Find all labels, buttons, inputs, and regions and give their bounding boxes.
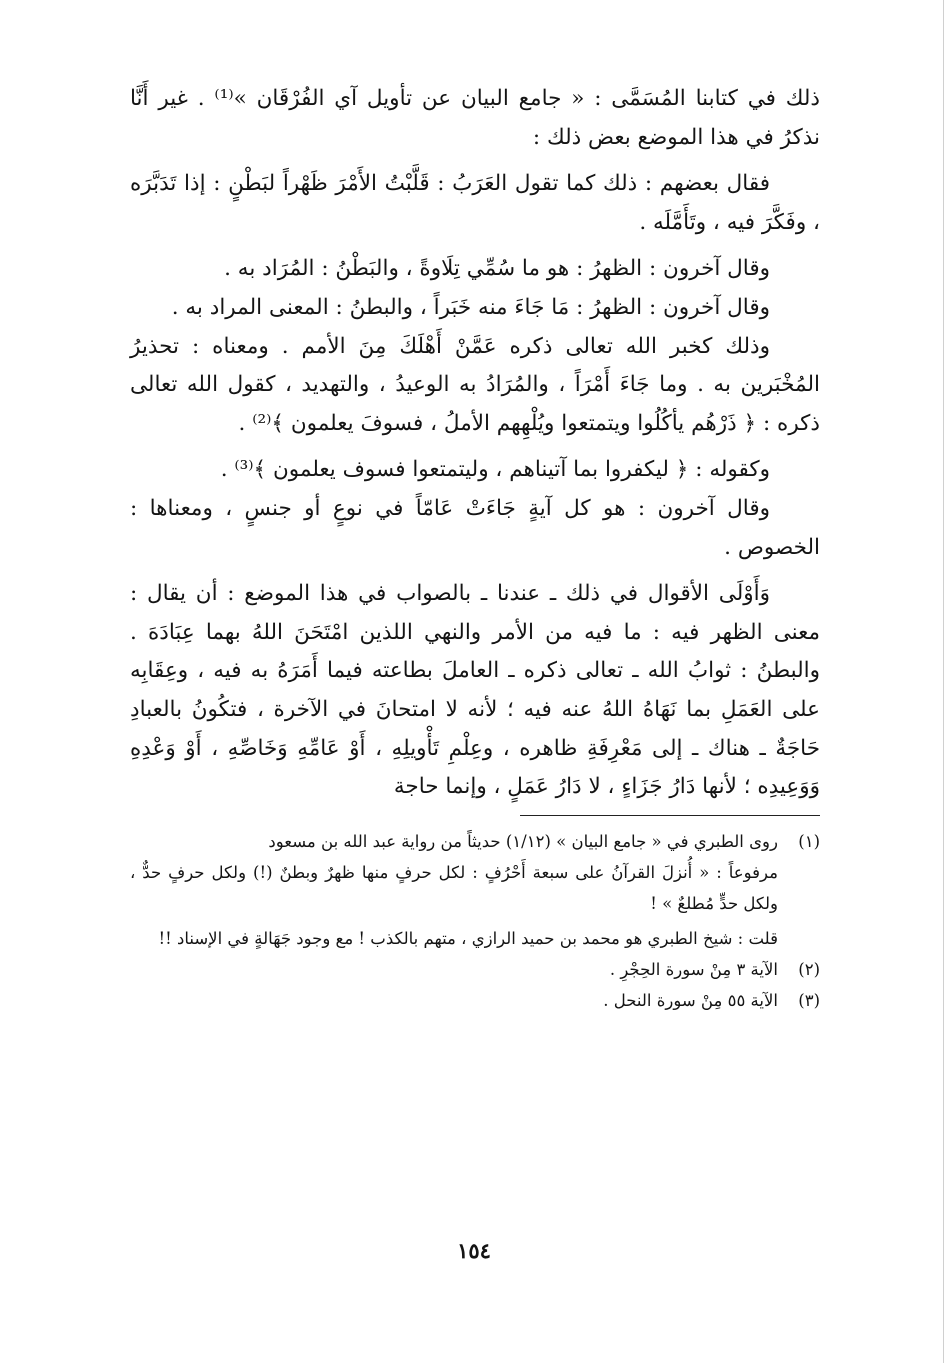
footnote-3 bbox=[130, 985, 820, 1016]
paragraph-6: وكقوله : ﴿ ليكفروا بما آتيناهم ، وليتمتعوا فسوف يعلمون ﴾⁽³⁾ . bbox=[220, 457, 770, 483]
main-text bbox=[130, 80, 820, 807]
footnote-1-rest: مرفوعاً : « أُنزلَ القرآنُ على سبعة أَحْرُفٍ : لكل حرفٍ منها ظهرٌ وبطنٌ (!) ولكل حرفٍ حدٌّ ، ولكل حدٍّ مُطلعٌ » ! bbox=[130, 862, 778, 913]
scan-edge-line bbox=[943, 0, 944, 1363]
footnote-1-note: قلت : شيخ الطبري هو محمد بن حميد الرازي ، متهم بالكذب ! مع وجود جَهَالةٍ في الإسناد !! bbox=[158, 928, 778, 948]
footnote-2-text: الآية ٣ مِنْ سورة الحِجْرِ . bbox=[609, 959, 778, 979]
paragraph-5: وذلك كخبر الله تعالى ذكره عَمَّنْ أَهْلَكَ مِنَ الأمم . ومعناه : تحذيرُ المُخْبَرين به . وما جَاءَ أَمْرَاً ، والمُرَادُ به الوعيدُ ، والتهديد ، كقول الله تعالى ذكره : ﴿ ذَرْهُم يأكُلُوا ويتمتعوا ويُلْهِهم الأملُ ، فسوفَ يعلمون ﴾⁽²⁾ . bbox=[130, 333, 820, 436]
page-number: ١٥٤ bbox=[457, 1238, 491, 1263]
paragraph-1: ذلك في كتابنا المُسَمَّى : « جامع البيان عن تأويل آي الفُرْقَان »⁽¹⁾ . غير أَنَّا نذكرُ في هذا الموضع بعض ذلك : bbox=[130, 86, 820, 150]
paragraph-7: وقال آخرون : هو كل آيةٍ جَاءَتْ عَامّاً في نوعٍ أو جنسٍ ، ومعناها : الخصوص . bbox=[130, 495, 820, 560]
paragraph-4: وقال آخرون : الظهرُ : مَا جَاءَ منه خَبَراً ، والبطنُ : المعنى المراد به . bbox=[171, 294, 770, 320]
footnote-1-line1: روى الطبري في « جامع البيان » (١/١٢) حديثاً من رواية عبد الله بن مسعود bbox=[268, 831, 778, 851]
footnote-3-text: الآية ٥٥ مِنْ سورة النحل . bbox=[603, 990, 778, 1010]
paragraph-8: وَأَوْلَى الأقوال في ذلك ـ عندنا ـ بالصواب في هذا الموضع : أن يقال : معنى الظهر فيه : ما فيه من الأمر والنهي اللذين امْتَحَنَ اللهُ بهما عِبَادَهَ . والبطنُ : ثوابُ الله ـ تعالى ذكره ـ العاملَ بطاعته فيما أَمَرَهُ به فيه ، وعِقَابِه على العَمَلِ بما نَهَاهُ اللهُ عنه فيه ؛ لأنه لا امتحانَ في الآخرة ، فتكُونُ بالعبادِ حَاجَةٌ ـ هناك ـ إلى مَعْرِفَةِ ظاهره ، وعِلْمِ تَأْويلِهِ ، أَوْ عَامِّهِ وَخَاصِّهِ ، أَوْ وَعْدِهِ وَوَعِيدِه ؛ لأنها دَارُ جَزَاءٍ ، لا دَارُ عَمَلٍ ، وإنما حاجة bbox=[130, 581, 820, 800]
footnotes bbox=[130, 826, 820, 1016]
footnote-1-number: (١) bbox=[798, 831, 820, 851]
footnote-2 bbox=[130, 954, 820, 985]
page-content bbox=[130, 80, 820, 1016]
footnote-2-number: (٢) bbox=[798, 959, 820, 979]
paragraph-2: فقال بعضهم : ذلك كما تقول العَرَبُ : قَلَّبْتُ الأَمْرَ ظَهْراً لبَطْنٍ : إذا تَدَبَّرَه ، وفَكَّرَ فيه ، وتَأَمَّلَه . bbox=[130, 171, 820, 235]
footnote-divider bbox=[520, 815, 820, 816]
footnote-1 bbox=[130, 826, 820, 857]
footnote-3-number: (٣) bbox=[798, 990, 820, 1010]
paragraph-3: وقال آخرون : الظهرُ : هو ما سُمِّي تِلَاوةً ، والبَطْنُ : المُرَاد به . bbox=[224, 256, 770, 282]
